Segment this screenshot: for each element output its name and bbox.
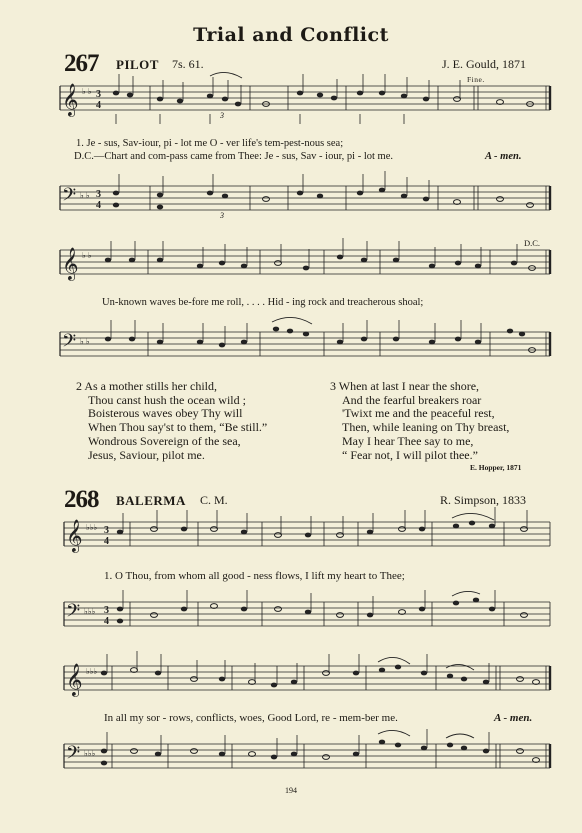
- music-staff: [64, 516, 552, 556]
- svg-text:𝄢: 𝄢: [66, 601, 81, 626]
- author-credit: E. Hopper, 1871: [470, 463, 522, 472]
- svg-text:♭♭♭: ♭♭♭: [86, 523, 98, 532]
- svg-text:4: 4: [104, 616, 109, 627]
- svg-text:𝄢: 𝄢: [66, 743, 81, 768]
- lyric-line: D.C.—Chart and com-pass came from Thee: Je - sus, Sav - iour, pi - lot me.: [74, 151, 393, 162]
- svg-text:𝄢: 𝄢: [62, 331, 77, 356]
- stanza-line: Boisterous waves obey Thy will: [88, 406, 243, 421]
- svg-text:𝄞: 𝄞: [62, 247, 79, 280]
- svg-text:3: 3: [96, 89, 101, 100]
- svg-text:♭ ♭: ♭ ♭: [80, 191, 90, 200]
- music-staff: [60, 180, 552, 220]
- composer-credit: R. Simpson, 1833: [439, 493, 526, 507]
- hymn-meter: C. M.: [200, 493, 228, 507]
- svg-text:♭ ♭: ♭ ♭: [82, 87, 92, 96]
- stanza-line: And the fearful breakers roar: [342, 392, 482, 407]
- svg-text:𝄢: 𝄢: [62, 185, 77, 210]
- hymn-number: 267: [64, 50, 99, 77]
- hymn-meter: 7s. 61.: [172, 57, 204, 71]
- svg-text:4: 4: [96, 100, 101, 111]
- lyric-line: 1. Je - sus, Sav-iour, pi - lot me O - ver life's tem-pest-nous sea;: [76, 138, 344, 149]
- svg-text:3: 3: [96, 189, 101, 200]
- lyric-line: 1. O Thou, from whom all good - ness flows, I lift my heart to Thee;: [104, 570, 405, 582]
- svg-text:𝄞: 𝄞: [66, 519, 83, 552]
- svg-text:3: 3: [104, 605, 109, 616]
- svg-text:4: 4: [96, 200, 101, 211]
- svg-text:♭ ♭: ♭ ♭: [82, 251, 92, 260]
- svg-text:♭♭♭: ♭♭♭: [86, 667, 98, 676]
- music-staff: [64, 660, 552, 700]
- music-staff: [64, 596, 552, 636]
- tune-name: BALERMA: [116, 493, 186, 508]
- stanza-line: Wondrous Sovereign of the sea,: [88, 433, 241, 448]
- stanza-line: Jesus, Saviour, pilot me.: [88, 447, 205, 462]
- page-number: 194: [285, 786, 297, 795]
- stanza-line: Thou canst hush the ocean wild ;: [88, 392, 246, 407]
- music-staff: [60, 80, 552, 120]
- page-header: Trial and Conflict: [193, 24, 389, 46]
- hymn-number: 268: [64, 486, 99, 513]
- dc-mark: D.C.: [524, 238, 541, 248]
- music-staff: [64, 738, 552, 778]
- stanza-line: When Thou say'st to them, “Be still.”: [88, 420, 268, 435]
- svg-text:𝄞: 𝄞: [62, 83, 79, 116]
- svg-text:3: 3: [104, 525, 109, 536]
- svg-text:3: 3: [220, 211, 224, 220]
- stanza-line: 2 As a mother stills her child,: [76, 379, 217, 393]
- composer-credit: J. E. Gould, 1871: [442, 57, 526, 71]
- fine-mark: Fine.: [467, 75, 485, 84]
- stanza-line: 3 When at last I near the shore,: [330, 379, 480, 393]
- lyric-line: Un-known waves be-fore me roll, . . . . Hid - ing rock and treacherous shoal;: [102, 297, 424, 308]
- svg-text:𝄞: 𝄞: [66, 663, 83, 696]
- amen-text: A - men.: [494, 712, 533, 724]
- svg-text:♭ ♭: ♭ ♭: [80, 337, 90, 346]
- stanza-2: [76, 380, 267, 462]
- svg-text:♭♭♭: ♭♭♭: [84, 607, 96, 616]
- amen-text: A - men.: [485, 151, 522, 162]
- svg-text:4: 4: [104, 536, 109, 547]
- svg-text:3: 3: [220, 111, 224, 120]
- tune-name: PILOT: [116, 57, 159, 72]
- stanza-line: May I hear Thee say to me,: [342, 433, 474, 448]
- music-staff: [60, 326, 552, 366]
- stanza-3: [330, 380, 509, 462]
- music-staff: [60, 244, 552, 284]
- lyric-line: In all my sor - rows, conflicts, woes, Good Lord, re - mem-ber me.: [104, 712, 398, 724]
- svg-text:♭♭♭: ♭♭♭: [84, 749, 96, 758]
- stanza-line: “ Fear not, I will pilot thee.”: [342, 447, 478, 462]
- stanza-line: 'Twixt me and the peaceful rest,: [342, 406, 495, 421]
- stanza-line: Then, while leaning on Thy breast,: [342, 420, 510, 435]
